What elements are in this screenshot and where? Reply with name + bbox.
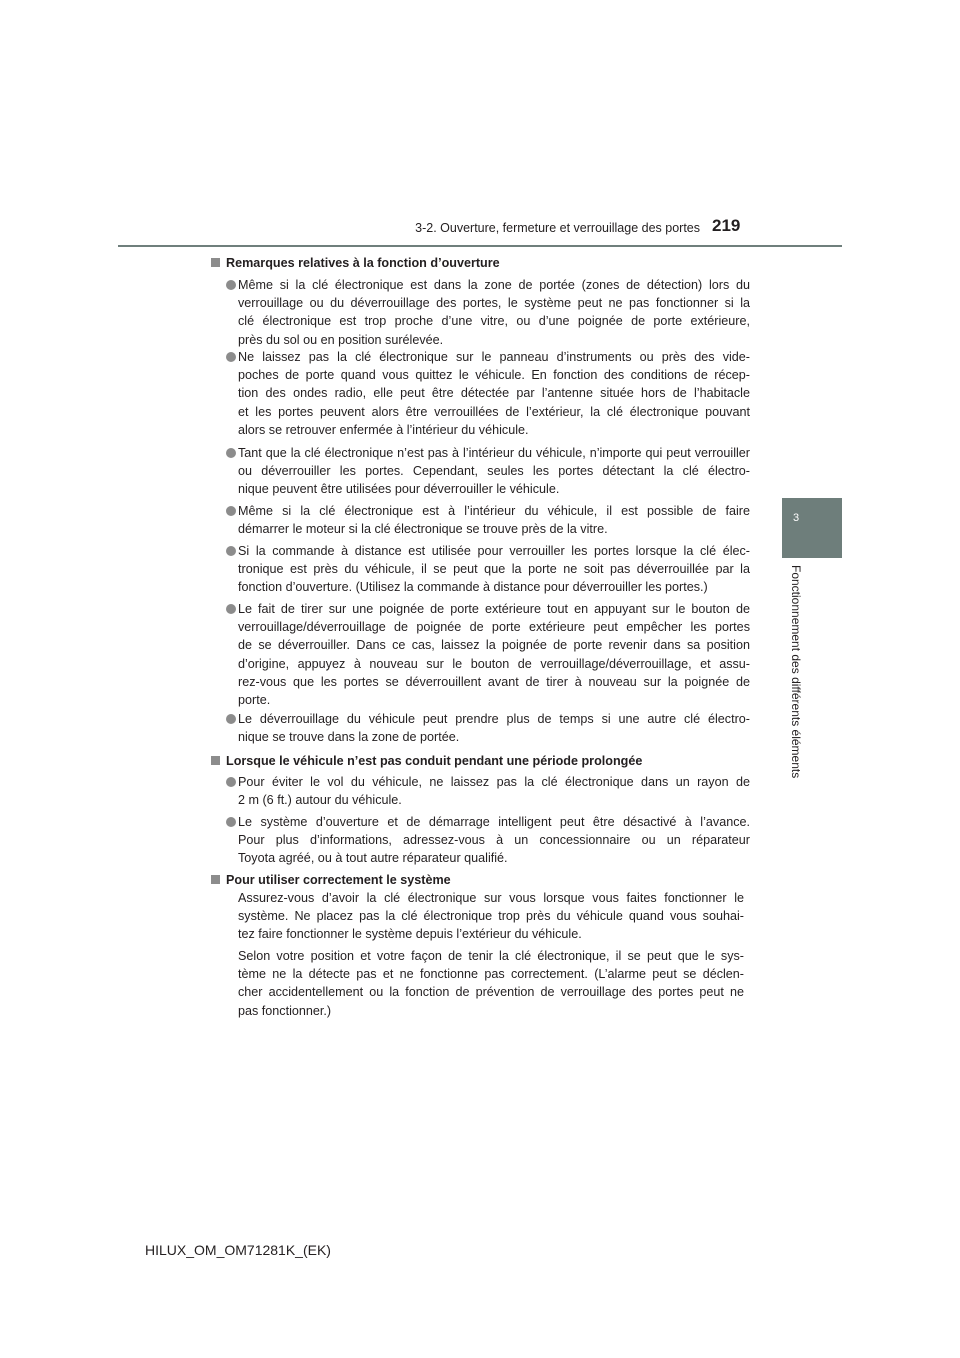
text-line: Toyota agréé, ou à tout autre réparateur qualifié.: [238, 851, 508, 866]
document-code: HILUX_OM_OM71281K_(EK): [145, 1242, 331, 1258]
text-line: Le système d’ouverture et de démarrage intelligent peut être désactivé à l’avance.: [238, 815, 750, 829]
text-line: Si la commande à distance est utilisée pour verrouiller les portes lorsque la clé élec-: [238, 544, 750, 558]
text-line: nique peuvent être utilisées pour déverrouiller le véhicule.: [238, 482, 560, 497]
header-divider: [118, 245, 842, 247]
text-line: Même si la clé électronique est à l’intérieur du véhicule, il est possible de faire: [238, 504, 750, 518]
text-line: de se déverrouiller. Dans ce cas, laissez la poignée de porte revenir dans sa position: [238, 638, 750, 653]
text-line: Remarques relatives à la fonction d’ouverture: [226, 256, 500, 270]
text-line: Pour plus d’informations, adressez-vous à un concessionnaire ou un réparateur: [238, 833, 750, 848]
text-line: clé électronique est trop proche d’une vitre, ou d’une poignée de porte extérieure,: [238, 314, 750, 329]
square-bullet-icon: [211, 756, 220, 765]
text-line: près du sol ou en position surélevée.: [238, 332, 444, 347]
text-line: tion des ondes radio, elle peut être détectée par l’antenne située hors de l’habitacle: [238, 386, 750, 401]
text-line: fonction d’ouverture. (Utilisez la commande à distance pour déverrouiller les portes.): [238, 580, 708, 595]
text-line: système. Ne placez pas la clé électronique trop près du véhicule quand vous souhai-: [238, 909, 744, 924]
text-line: Pour éviter le vol du véhicule, ne laissez pas la clé électronique dans un rayon de: [238, 775, 750, 789]
chapter-side-label: [787, 565, 803, 805]
text-line: pas fonctionner.): [238, 1003, 332, 1018]
circle-bullet-icon: [226, 777, 236, 787]
circle-bullet-icon: [226, 280, 236, 290]
text-line: et les portes peuvent alors être verrouillées de l’extérieur, la clé électronique pouvant: [238, 404, 750, 419]
text-line: Assurez-vous d’avoir la clé électronique sur vous lorsque vous faites fonctionner le: [238, 891, 744, 905]
text-line: Selon votre position et votre façon de tenir la clé électronique, il se peut que le sys-: [238, 949, 744, 963]
circle-bullet-icon: [226, 714, 236, 724]
circle-bullet-icon: [226, 604, 236, 614]
text-line: cher accidentellement ou la fonction de prévention de verrouillage des portes peut ne: [238, 985, 744, 1000]
text-line: alors se retrouver enfermée à l’intérieur du véhicule.: [238, 422, 529, 437]
circle-bullet-icon: [226, 448, 236, 458]
text-line: tez faire fonctionner le système depuis l’extérieur du véhicule.: [238, 927, 582, 942]
text-line: poches de porte quand vous quittez le véhicule. En fonction des conditions de récep-: [238, 368, 750, 383]
text-line: tronique est près du véhicule, il se peut que la porte ne soit pas déverrouillée par la: [238, 562, 750, 577]
circle-bullet-icon: [226, 352, 236, 362]
text-line: Le fait de tirer sur une poignée de porte extérieure tout en appuyant sur le bouton de: [238, 602, 750, 616]
text-line: Même si la clé électronique est dans la zone de portée (zones de détection) lors du: [238, 278, 750, 292]
square-bullet-icon: [211, 875, 220, 884]
chapter-number: 3: [793, 512, 800, 524]
text-line: démarrer le moteur si la clé électronique se trouve près de la vitre.: [238, 522, 608, 537]
text-line: Lorsque le véhicule n’est pas conduit pendant une période prolongée: [226, 754, 643, 768]
text-line: verrouillage/déverrouillage de poignée de porte extérieure peut empêcher les portes: [238, 620, 750, 635]
text-line: verrouillage ou du déverrouillage des portes, le système peut ne pas fonctionner si la: [238, 296, 750, 311]
text-line: rez-vous que les portes se déverrouillent avant de tirer à nouveau sur la poignée de: [238, 674, 750, 689]
text-line: porte.: [238, 693, 271, 707]
text-line: ou déverrouiller les portes. Cependant, seules les portes détectant la clé électro-: [238, 464, 750, 479]
circle-bullet-icon: [226, 817, 236, 827]
text-line: Tant que la clé électronique n’est pas à l’intérieur du véhicule, n’importe qui peut verrouiller: [238, 446, 750, 460]
text-line: Pour utiliser correctement le système: [226, 873, 451, 887]
chapter-title: Fonctionnement des différents éléments: [789, 565, 803, 779]
circle-bullet-icon: [226, 506, 236, 516]
text-line: Le déverrouillage du véhicule peut prendre plus de temps si une autre clé électro-: [238, 712, 750, 726]
chapter-tab: [782, 498, 842, 558]
page-number: 219: [712, 216, 741, 235]
text-line: nique se trouve dans la zone de portée.: [238, 730, 460, 745]
text-line: 2 m (6 ft.) autour du véhicule.: [238, 793, 402, 808]
text-line: d’origine, appuyez à nouveau sur le bouton de verrouillage/déverrouillage, et assu-: [238, 656, 750, 671]
text-line: Ne laissez pas la clé électronique sur le panneau d’instruments ou près des vide-: [238, 350, 750, 364]
section-title: 3-2. Ouverture, fermeture et verrouillage des portes: [415, 221, 700, 235]
square-bullet-icon: [211, 258, 220, 267]
circle-bullet-icon: [226, 546, 236, 556]
text-line: tème ne la détecte pas et ne fonctionne pas correctement. (L’alarme peut se déclen-: [238, 967, 744, 982]
